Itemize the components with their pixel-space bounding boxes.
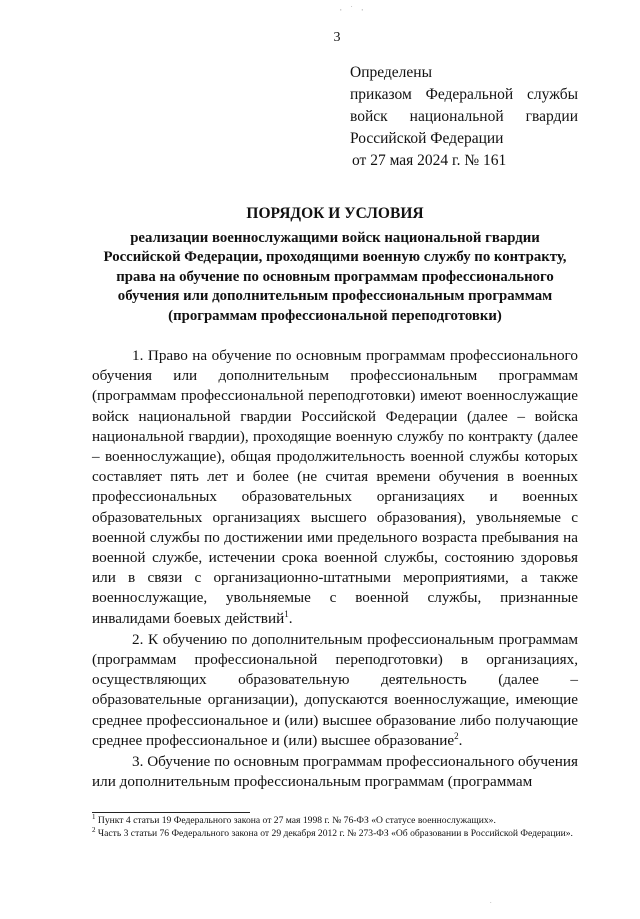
footnote-1	[92, 812, 578, 828]
footnote-ref-2: 2	[454, 730, 459, 741]
paragraph-3	[92, 752, 578, 792]
approval-line-5: от 27 мая 2024 г. № 161	[352, 152, 507, 169]
approval-line-3: войск национальной гвардии	[350, 108, 578, 125]
paragraph-1-text: 1. Право на обучение по основным программам профессионального обучения или дополнительным профессиональным программам (программам профессиональной переподготовки) имеют военнослужащие войск национальной гвардии Российской Федерации (далее – войска национальной гвардии), проходящие военную службу по контракту (далее – военнослужащие), общая продолжительность военной службы которых составляет пять лет и более (не считая времени обучения в военных профессиональных образовательных организациях и военных образовательных организациях высшего образования), увольняемые с военной службы по достижении ими предельного возраста пребывания на военной службе, истечении срока военной службы, состоянию здоровья или в связи с организационно-штатными мероприятиями, а также военнослужащие, увольняемые с военной службы, признанные инвалидами боевых действий	[92, 347, 578, 627]
document-body	[92, 346, 578, 793]
footnotes	[92, 812, 578, 840]
footnote-2	[92, 825, 578, 841]
approval-line-2: приказом Федеральной службы	[350, 86, 578, 103]
footnote-ref-1: 1	[284, 608, 289, 619]
title-line-2: Российской Федерации, проходящими военную службу по контракту,	[103, 249, 567, 265]
approval-line-4: Российской Федерации	[350, 130, 504, 147]
document-title	[92, 204, 578, 326]
scan-artifact: · ˙ ·	[338, 6, 366, 16]
title-line-1: реализации военнослужащими войск национальной гвардии	[130, 229, 540, 246]
footnote-1-text: Пункт 4 статьи 19 Федерального закона от 27 мая 1998 г. № 76-ФЗ «О статусе военнослужащих».	[95, 815, 496, 826]
paragraph-2: 2. К обучению по дополнительным профессиональным программам (программам профессиональной переподготовки) в организациях, осуществляющих образовательную деятельность (далее – образовательные организации), допускаются военнослужащие, имеющие среднее профессиональное и (или) высшее образование либо получающие среднее профессиональное и (или) высшее образование$^2$.	[92, 630, 578, 749]
title-line-5: (программам профессиональной переподготовки)	[168, 307, 502, 324]
paragraph-1: 1. Право на обучение по основным программам профессионального обучения или дополнительным профессиональным программам (программам профессиональной переподготовки) имеют военнослужащие войск национальной гвардии Российской Федерации (далее – войска национальной гвардии), проходящие военную службу по контракту (далее – военнослужащие), общая продолжительность военной службы которых составляет пять лет и более (не считая времени обучения в военных профессиональных образовательных организациях и военных образовательных организациях высшего образования), увольняемые с военной службы по достижении ими предельного возраста пребывания на военной службе, истечении срока военной службы, состоянию здоровья или в связи с организационно-штатными мероприятиями, а также военнослужащие, увольняемые с военной службы, признанные инвалидами боевых действий$^1$.	[92, 347, 578, 627]
footnote-2-text: Часть 3 статьи 76 Федерального закона от 29 декабря 2012 г. № 273-ФЗ «Об образовании в Российской Федерации».	[95, 827, 573, 839]
footnote-2-mark: 2	[92, 825, 96, 834]
approval-block	[350, 62, 578, 172]
title-main: ПОРЯДОК И УСЛОВИЯ	[246, 205, 424, 222]
footnote-divider	[92, 812, 250, 813]
title-line-4: обучения или дополнительным профессиональным программам	[117, 288, 553, 304]
footnote-1-mark: 1	[92, 812, 96, 821]
scan-artifact-bottom: ˙	[488, 902, 494, 912]
page-number: 3	[333, 30, 341, 45]
title-line-3: права на обучение по основным программам профессионального	[116, 268, 554, 285]
paragraph-2-text: 2. К обучению по дополнительным профессиональным программам (программам профессиональной переподготовки) в организациях, осуществляющих образовательную деятельность (далее – образовательные организации), допускаются военнослужащие, имеющие среднее профессиональное и (или) высшее образование либо получающие среднее профессиональное и (или) высшее образование	[92, 630, 578, 749]
approval-line-1: Определены	[350, 64, 433, 81]
paragraph-3-text: 3. Обучение по основным программам профессионального обучения или дополнительным профессиональным программам (программам	[92, 753, 578, 791]
